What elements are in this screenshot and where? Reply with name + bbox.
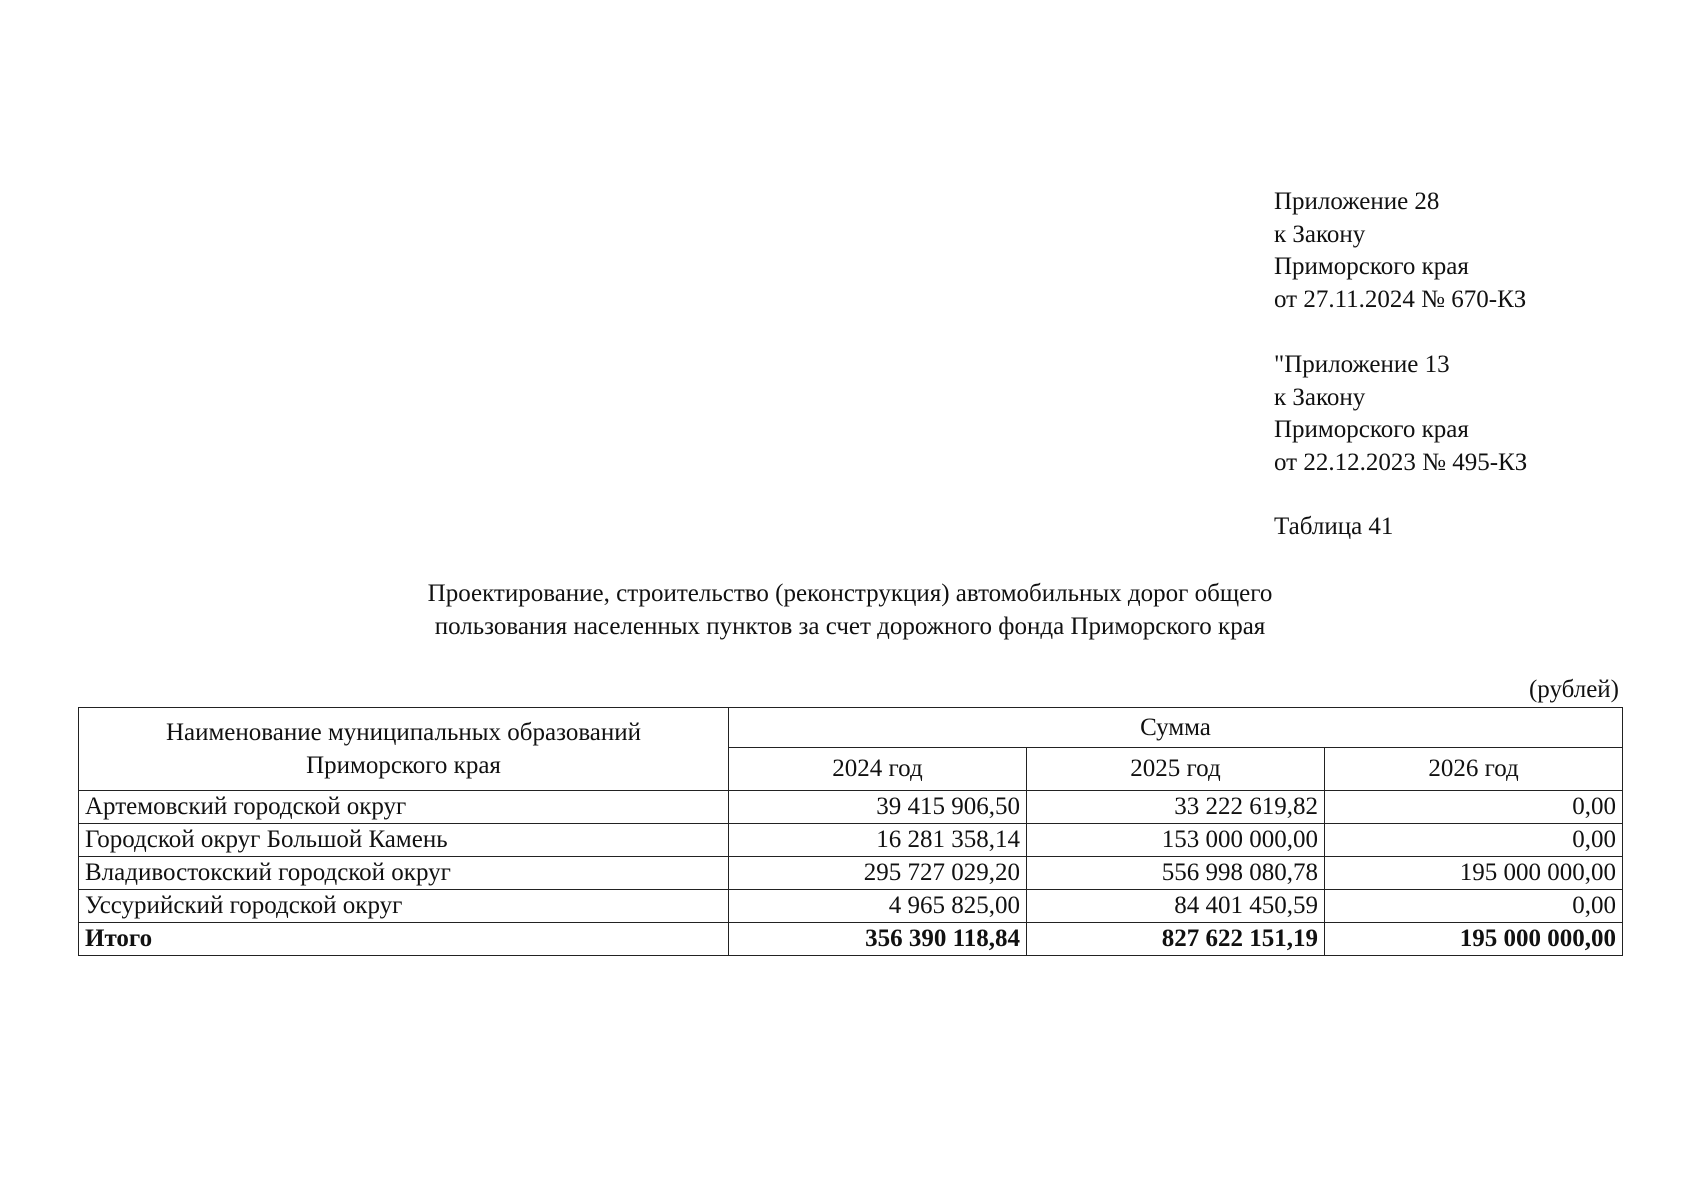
amount-2025: 153 000 000,00: [1027, 824, 1325, 857]
column-header-municipality-line2: Приморского края: [306, 752, 501, 779]
appendix-amended-block: [1274, 349, 1527, 479]
appendix-current-line4: от 27.11.2024 № 670-КЗ: [1274, 285, 1527, 313]
municipality-name: Владивостокский городской округ: [79, 857, 729, 890]
appendix-amended-line2: к Закону: [1274, 383, 1366, 411]
total-2024: 356 390 118,84: [729, 923, 1027, 956]
appendix-current-line1: Приложение 28: [1274, 188, 1440, 215]
document-title: [230, 577, 1470, 643]
appendix-current-line3: Приморского края: [1274, 253, 1469, 280]
units-label: (рублей): [1528, 676, 1619, 703]
amount-2026: 195 000 000,00: [1325, 857, 1623, 890]
total-label: Итого: [79, 923, 729, 956]
column-header-sum: Сумма: [729, 708, 1623, 748]
appendix-current-block: [1274, 186, 1526, 316]
amount-2025: 33 222 619,82: [1027, 791, 1325, 824]
amount-2026: 0,00: [1325, 890, 1623, 923]
column-header-2024: 2024 год: [729, 748, 1027, 791]
amount-2025: 84 401 450,59: [1027, 890, 1325, 923]
column-header-municipality: [79, 708, 729, 791]
municipality-name: Уссурийский городской округ: [79, 890, 729, 923]
document-title-line2: пользования населенных пунктов за счет дорожного фонда Приморского края: [434, 613, 1266, 640]
amount-2026: 0,00: [1325, 824, 1623, 857]
appendix-amended-line4: от 22.12.2023 № 495-КЗ: [1274, 448, 1528, 476]
table-row: [79, 791, 1623, 824]
amount-2025: 556 998 080,78: [1027, 857, 1325, 890]
table-row: [79, 890, 1623, 923]
municipality-name: Артемовский городской округ: [79, 791, 729, 824]
amount-2024: 295 727 029,20: [729, 857, 1027, 890]
table-number: Таблица 41: [1274, 513, 1394, 540]
table-total-row: [79, 923, 1623, 956]
appendix-amended-line3: Приморского края: [1274, 416, 1469, 443]
municipality-name: Городской округ Большой Камень: [79, 824, 729, 857]
table-row: [79, 857, 1623, 890]
amount-2026: 0,00: [1325, 791, 1623, 824]
table-row: [79, 824, 1623, 857]
amount-2024: 4 965 825,00: [729, 890, 1027, 923]
amount-2024: 16 281 358,14: [729, 824, 1027, 857]
table-header-row: [79, 708, 1623, 748]
appendix-amended-line1: "Приложение 13: [1274, 351, 1450, 378]
total-2026: 195 000 000,00: [1325, 923, 1623, 956]
appendix-current-line2: к Закону: [1274, 220, 1366, 248]
column-header-2026: 2026 год: [1325, 748, 1623, 791]
document-title-line1: Проектирование, строительство (реконструкция) автомобильных дорог общего: [427, 580, 1273, 607]
amount-2024: 39 415 906,50: [729, 791, 1027, 824]
total-2025: 827 622 151,19: [1027, 923, 1325, 956]
column-header-municipality-line1: Наименование муниципальных образований: [165, 719, 642, 746]
funding-table: [78, 707, 1623, 956]
column-header-2025: 2025 год: [1027, 748, 1325, 791]
